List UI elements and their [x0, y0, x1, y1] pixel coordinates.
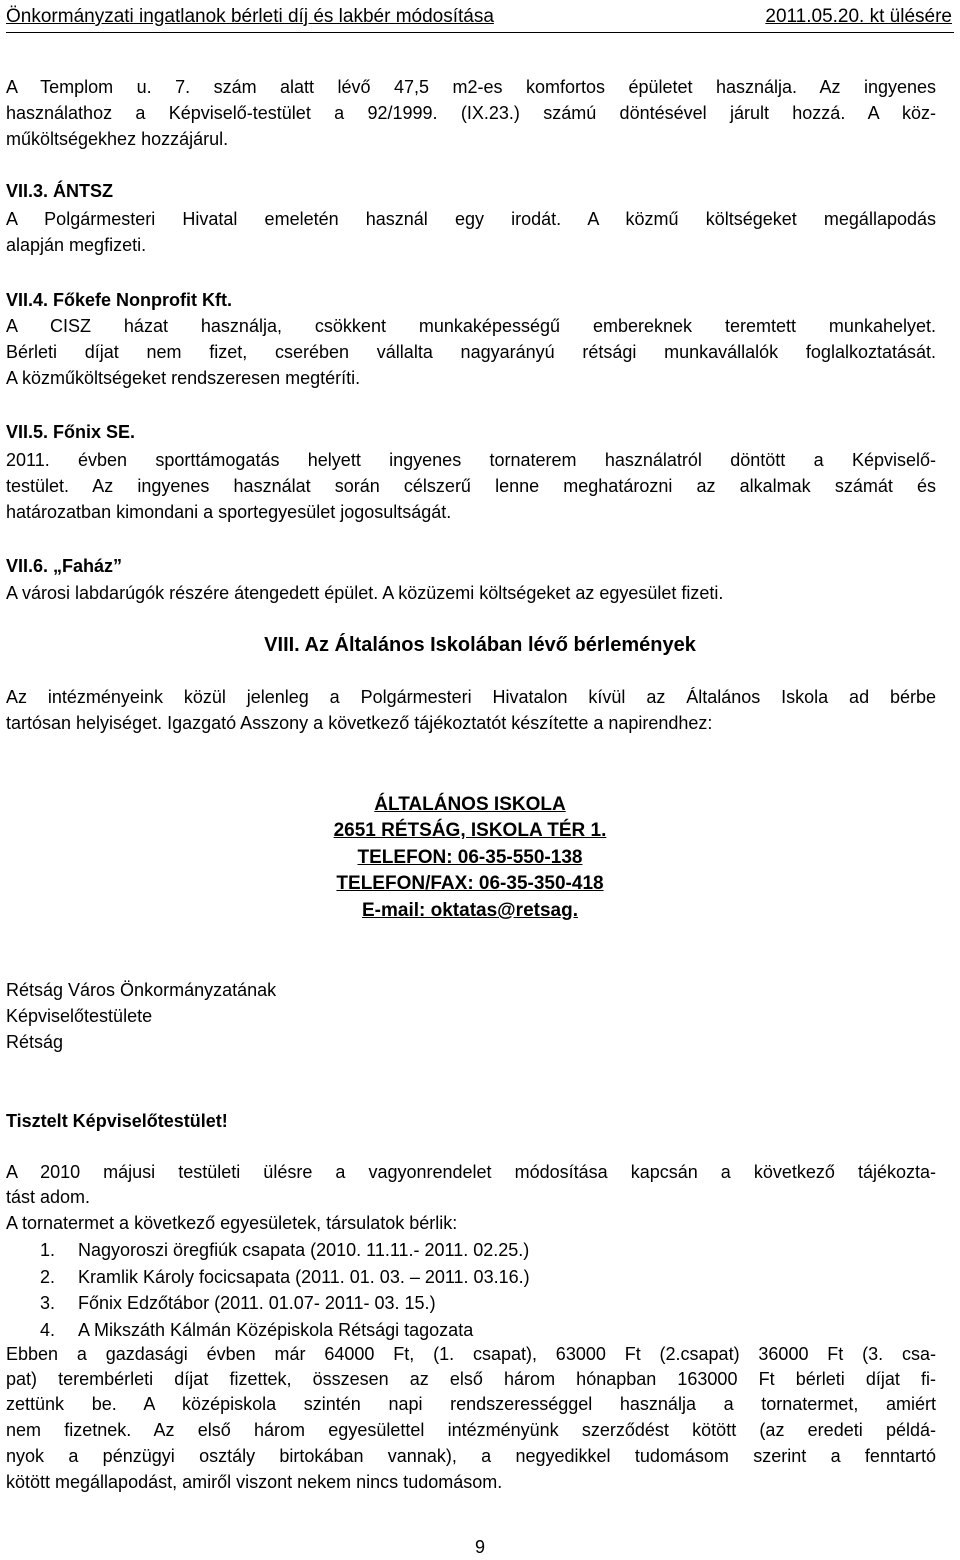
school-address: 2651 RÉTSÁG, ISKOLA TÉR 1. [333, 820, 607, 841]
closing-line: pat) terembérleti díjat fizettek, összesen az első három hónapban 163000 Ft bérleti díjat fi- [6, 1369, 936, 1389]
school-email: E-mail: oktatas@retsag. [362, 900, 578, 921]
school-fax: TELEFON/FAX: 06-35-350-418 [336, 873, 604, 894]
closing-line: nem fizetnek. Az első három egyesülettel intézményünk szerződést kötött (az eredeti példá- [6, 1420, 936, 1440]
addressee-line: Képviselőtestülete [6, 1006, 153, 1026]
paragraph-line: A közműköltségeket rendszeresen megtéríti. [6, 368, 361, 388]
header-date: 2011.05.20. kt ülésére [765, 6, 952, 27]
header-title: Önkormányzati ingatlanok bérleti díj és lakbér módosítása [6, 6, 494, 27]
addressee-line: Rétság Város Önkormányzatának [6, 980, 277, 1000]
closing-line: Ebben a gazdasági évben már 64000 Ft, (1. csapat), 63000 Ft (2.csapat) 36000 Ft (3. csa- [6, 1344, 936, 1364]
paragraph-line: A Polgármesteri Hivatal emeletén használ egy irodát. A közmű költségeket megállapodás [6, 209, 936, 229]
intro-line: tást adom. [6, 1187, 91, 1207]
list-text: Nagyoroszi öregfiúk csapata (2010. 11.11.- 2011. 02.25.) [78, 1240, 530, 1260]
list-text: A Mikszáth Kálmán Középiskola Rétsági tagozata [78, 1320, 474, 1340]
greeting: Tisztelt Képviselőtestület! [6, 1111, 228, 1131]
section-heading-antsz: VII.3. ÁNTSZ [6, 181, 114, 201]
paragraph-line: testület. Az ingyenes használat során célszerű lenne meghatározni az alkalmak számát és [6, 476, 936, 496]
list-number: 3. [40, 1293, 56, 1313]
addressee-line: Rétság [6, 1032, 64, 1052]
paragraph-line: Bérleti díjat nem fizet, cserében vállalta nagyarányú rétsági munkavállalók foglalkoztatását. [6, 342, 936, 362]
paragraph-line: alapján megfizeti. [6, 235, 147, 255]
intro-line: A 2010 májusi testületi ülésre a vagyonrendelet módosítása kapcsán a következő tájékozta- [6, 1162, 936, 1182]
closing-line: kötött megállapodást, amiről viszont nekem nincs tudomásom. [6, 1472, 503, 1492]
section-heading-viii: VIII. Az Általános Iskolában lévő bérlemények [264, 634, 696, 656]
paragraph-line: A városi labdarúgók részére átengedett épület. A közüzemi költségeket az egyesület fizeti. [6, 583, 724, 603]
page-header [6, 2, 954, 33]
closing-line: zettünk be. A középiskola szintén napi rendszerességgel használja a tornatermet, amiért [6, 1394, 936, 1414]
school-phone: TELEFON: 06-35-550-138 [357, 847, 583, 868]
paragraph-line: tartósan helyiséget. Igazgató Asszony a következő tájékoztatót készítette a napirendhez: [6, 713, 713, 733]
closing-line: nyok a pénzügyi osztály birtokában vannak), a negyedikkel tudomásom szerint a fenntartó [6, 1446, 936, 1466]
page-number: 9 [474, 1537, 485, 1557]
school-name: ÁLTALÁNOS ISKOLA [374, 794, 566, 815]
paragraph-line: Az intézményeink közül jelenleg a Polgármesteri Hivatalon kívül az Általános Iskola ad bérbe [6, 687, 936, 707]
paragraph-line: A Templom u. 7. szám alatt lévő 47,5 m2-es komfortos épületet használja. Az ingyenes [6, 77, 936, 97]
section-heading-fahaz: VII.6. „Faház” [6, 556, 123, 576]
paragraph-line: 2011. évben sporttámogatás helyett ingyenes tornaterem használatról döntött a Képviselő- [6, 450, 936, 470]
section-heading-fokefe: VII.4. Főkefe Nonprofit Kft. [6, 290, 233, 310]
paragraph-line: műköltségekhez hozzájárul. [6, 129, 229, 149]
list-number: 1. [40, 1240, 56, 1260]
paragraph-line: A CISZ házat használja, csökkent munkaképességű embereknek teremtett munkahelyet. [6, 316, 936, 336]
list-number: 2. [40, 1267, 56, 1287]
list-text: Kramlik Károly focicsapata (2011. 01. 03. – 2011. 03.16.) [78, 1267, 530, 1287]
list-text: Főnix Edzőtábor (2011. 01.07- 2011- 03. 15.) [78, 1293, 436, 1313]
section-heading-fonix: VII.5. Főnix SE. [6, 422, 136, 442]
paragraph-line: használathoz a Képviselő-testület a 92/1999. (IX.23.) számú döntésével járult hozzá. A köz- [6, 103, 936, 123]
list-number: 4. [40, 1320, 56, 1340]
intro-line: A tornatermet a következő egyesületek, társulatok bérlik: [6, 1213, 458, 1233]
paragraph-line: határozatban kimondani a sportegyesület jogosultságát. [6, 502, 452, 522]
